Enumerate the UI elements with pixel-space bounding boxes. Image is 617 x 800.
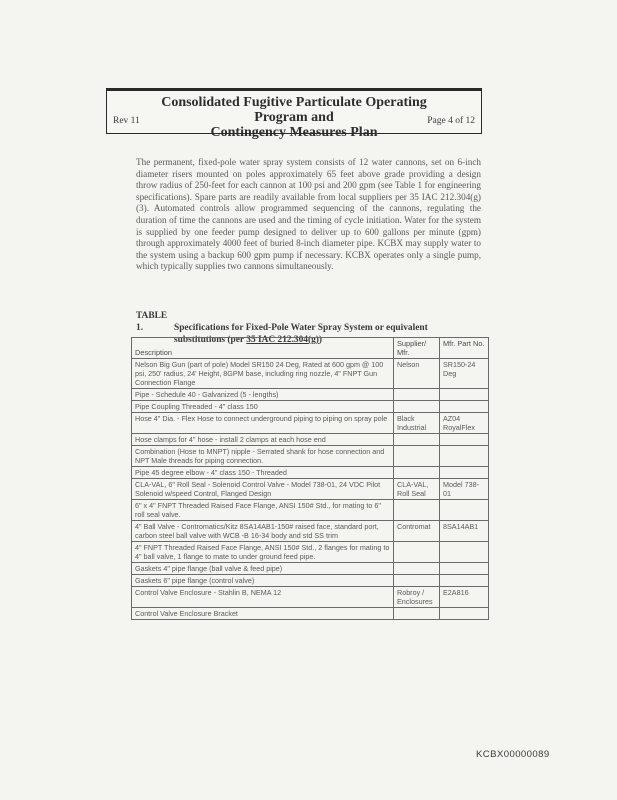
part-number-cell: E2A816 <box>440 587 489 608</box>
description-cell: Pipe Coupling Threaded - 4" class 150 <box>132 401 394 413</box>
specification-table <box>131 337 489 620</box>
page-number: Page 4 of 12 <box>427 116 475 126</box>
table-row <box>132 446 489 467</box>
part-number-cell <box>440 500 489 521</box>
supplier-cell <box>394 542 440 563</box>
document-title-line1: Consolidated Fugitive Particulate Operating Program and <box>161 95 427 125</box>
supplier-cell <box>394 434 440 446</box>
table-number: TABLE 1. <box>136 311 168 333</box>
description-cell: Hose 4" Dia. - Flex Hose to connect underground piping to piping on spray pole <box>132 413 394 434</box>
revision-label: Rev 11 <box>113 116 140 126</box>
supplier-cell <box>394 446 440 467</box>
description-cell: CLA-VAL, 6" Roll Seal - Solenoid Control Valve - Model 738-01, 24 VDC Pilot Solenoid w/speed Control, Flanged Design <box>132 479 394 500</box>
table-title-suffix: ) <box>318 335 323 345</box>
table-row <box>132 521 489 542</box>
part-number-cell: SR150-24 Deg <box>440 359 489 389</box>
supplier-cell <box>394 608 440 620</box>
table-row <box>132 359 489 389</box>
table-row <box>132 467 489 479</box>
document-title-line2: Contingency Measures Plan <box>210 125 378 140</box>
supplier-cell: Black Industrial <box>394 413 440 434</box>
description-cell: Control Valve Enclosure Bracket <box>132 608 394 620</box>
supplier-cell <box>394 401 440 413</box>
part-number-cell <box>440 446 489 467</box>
table-row <box>132 587 489 608</box>
description-cell: Control Valve Enclosure - Stahlin B, NEMA 12 <box>132 587 394 608</box>
document-title <box>147 95 441 140</box>
description-cell: 4" FNPT Threaded Raised Face Flange, ANSI 150# Std., 2 flanges for mating to 4" ball valve, 1 flange to mate to under ground feed pipe. <box>132 542 394 563</box>
table-row <box>132 479 489 500</box>
part-number-cell <box>440 401 489 413</box>
description-cell: Hose clamps for 4" hose - install 2 clamps at each hose end <box>132 434 394 446</box>
table-row <box>132 500 489 521</box>
description-cell: Pipe 45 degree elbow - 4" class 150 - Threaded <box>132 467 394 479</box>
part-number-cell <box>440 542 489 563</box>
table-row <box>132 575 489 587</box>
document-header <box>106 88 482 140</box>
part-number-cell <box>440 467 489 479</box>
table-row <box>132 563 489 575</box>
table-row <box>132 434 489 446</box>
table-title-prefix: substitutions (per <box>174 335 247 345</box>
part-number-cell: Model 738-01 <box>440 479 489 500</box>
table-row <box>132 608 489 620</box>
part-number-cell <box>440 434 489 446</box>
description-cell: Pipe - Schedule 40 - Galvanized (5 - lengths) <box>132 389 394 401</box>
supplier-cell: Robroy / Enclosures <box>394 587 440 608</box>
table-row <box>132 542 489 563</box>
description-cell: Gaskets 4" pipe flange (ball valve & feed pipe) <box>132 563 394 575</box>
body-paragraph: The permanent, fixed-pole water spray system consists of 12 water cannons, set on 6-inch diameter risers mounted on poles approximately 65 feet above grade providing a design throw radius of 250-feet for each cannon at 100 psi and 200 gpm (see Table 1 for engineering specifications). Spare parts are readily available from local suppliers per 35 IAC 212.304(g)(3). Automated controls allow programmed sequencing of the cannons, regulating the duration of time the cannons are used and the timing of cycle initiation. Water for the system is supplied by one feeder pump designed to deliver up to 600 gallons per minute (gpm) through approximately 4000 feet of buried 8-inch diameter pipe. KCBX may supply water to the system using a backup 600 gpm pump if necessary. KCBX operates only a single pump, which typically supplies two cannons simultaneously. <box>136 157 481 272</box>
column-header-supplier: Supplier/ Mfr. <box>394 338 440 359</box>
part-number-cell <box>440 575 489 587</box>
part-number-cell <box>440 389 489 401</box>
column-header-part-no: Mfr. Part No. <box>440 338 489 359</box>
table-header-row <box>132 338 489 359</box>
description-cell: 4" Ball Valve - Contromatics/Kitz 8SA14AB1-150# raised face, standard port, carbon steel ball valve with WCB -B 16-34 body and std SS trim <box>132 521 394 542</box>
table-row <box>132 413 489 434</box>
regulation-reference: 35 IAC 212.304(g) <box>246 335 319 345</box>
table-row <box>132 401 489 413</box>
table-title-line1: Specifications for Fixed-Pole Water Spray System or equivalent <box>174 323 428 333</box>
supplier-cell: CLA-VAL, Roll Seal <box>394 479 440 500</box>
bates-number: KCBX00000089 <box>476 749 550 760</box>
part-number-cell <box>440 563 489 575</box>
part-number-cell: 8SA14AB1 <box>440 521 489 542</box>
description-cell: Gaskets 6" pipe flange (control valve) <box>132 575 394 587</box>
supplier-cell: Contromat <box>394 521 440 542</box>
description-cell: Combination (Hose to MNPT) nipple - Serrated shank for hose connection and NPT Male threads for piping connection. <box>132 446 394 467</box>
supplier-cell <box>394 467 440 479</box>
description-cell: Nelson Big Gun (part of pole) Model SR150 24 Deg, Rated at 600 gpm @ 100 psi, 250' radius, 24' Height, 8GPM base, including ring nozzle, 4" FNPT Gun Connection Flange <box>132 359 394 389</box>
supplier-cell <box>394 575 440 587</box>
part-number-cell: AZ04 RoyalFlex <box>440 413 489 434</box>
supplier-cell <box>394 563 440 575</box>
description-cell: 6" x 4" FNPT Threaded Raised Face Flange, ANSI 150# Std., for mating to 6" roll seal valve. <box>132 500 394 521</box>
supplier-cell: Nelson <box>394 359 440 389</box>
column-header-description: Description <box>132 338 394 359</box>
table-row <box>132 389 489 401</box>
supplier-cell <box>394 389 440 401</box>
part-number-cell <box>440 608 489 620</box>
supplier-cell <box>394 500 440 521</box>
